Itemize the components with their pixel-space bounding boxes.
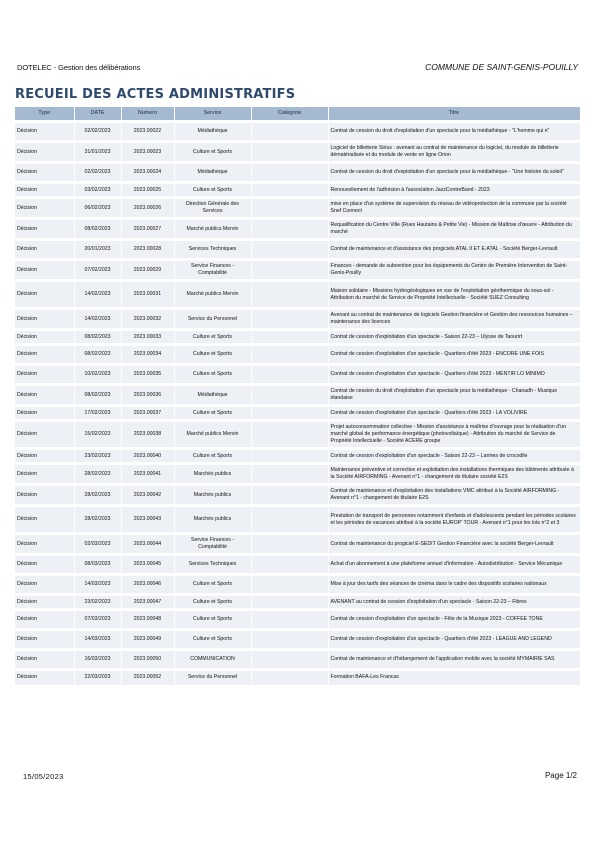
cell-type: Décision <box>15 281 74 309</box>
cell-titre: Contrat de cession d'exploitation d'un spectacle - Saison 22-23 – Larmes de crocodile <box>328 449 580 464</box>
cell-service: Culture et Sports <box>174 449 251 464</box>
cell-categorie <box>251 240 328 260</box>
table-row <box>15 575 580 595</box>
cell-categorie <box>251 219 328 240</box>
cell-type: Décision <box>15 365 74 385</box>
cell-date: 23/02/2023 <box>74 449 121 464</box>
cell-type: Décision <box>15 485 74 506</box>
cell-type: Décision <box>15 309 74 330</box>
cell-categorie <box>251 345 328 365</box>
cell-type: Décision <box>15 595 74 610</box>
cell-date: 08/02/2023 <box>74 345 121 365</box>
cell-categorie <box>251 650 328 670</box>
cell-service: Culture et Sports <box>174 365 251 385</box>
cell-titre: Contrat de cession d'exploitation d'un spectacle - Fête de la Musique 2023 - COFFEE TONE <box>328 610 580 630</box>
page-number: Page 1/2 <box>544 771 577 780</box>
table-row <box>15 365 580 385</box>
table-body <box>15 122 580 685</box>
cell-titre: AVENANT au contrat de cession d'exploitation d'un spectacle - Saison 22-23 – Fibres <box>328 595 580 610</box>
cell-service: Culture et Sports <box>174 345 251 365</box>
cell-date: 23/02/2023 <box>74 595 121 610</box>
column-header-service: Service <box>174 107 251 122</box>
table-row <box>15 122 580 142</box>
cell-numero: 2023.00035 <box>121 365 174 385</box>
cell-titre: Contrat de cession du droit d'exploitation d'un spectacle pour la médiathèque - "L'homme qui n" <box>328 122 580 142</box>
cell-numero: 2023.00033 <box>121 330 174 345</box>
table-row <box>15 534 580 555</box>
table-row <box>15 630 580 650</box>
cell-categorie <box>251 630 328 650</box>
cell-numero: 2023.00045 <box>121 555 174 575</box>
cell-date: 28/02/2023 <box>74 464 121 485</box>
column-header-titre: Titre <box>328 107 580 122</box>
cell-type: Décision <box>15 610 74 630</box>
cell-numero: 2023.00026 <box>121 198 174 219</box>
table-row <box>15 281 580 309</box>
cell-service: Marchés publics <box>174 506 251 534</box>
cell-service: Médiathèque <box>174 163 251 183</box>
cell-date: 07/02/2023 <box>74 260 121 281</box>
cell-type: Décision <box>15 534 74 555</box>
table-row <box>15 555 580 575</box>
cell-date: 08/02/2023 <box>74 330 121 345</box>
table-row <box>15 219 580 240</box>
cell-service: Direction Générale des Services <box>174 198 251 219</box>
cell-categorie <box>251 385 328 406</box>
table-row <box>15 449 580 464</box>
table-row <box>15 485 580 506</box>
cell-numero: 2023.00022 <box>121 122 174 142</box>
cell-service: Service du Personnel <box>174 670 251 685</box>
cell-type: Décision <box>15 330 74 345</box>
cell-type: Décision <box>15 240 74 260</box>
cell-titre: Contrat de cession d'exploitation d'un spectacle - Quartiers d'été 2023 - LEAGUE AND LEGEND <box>328 630 580 650</box>
cell-date: 14/03/2023 <box>74 575 121 595</box>
cell-service: Culture et Sports <box>174 630 251 650</box>
cell-date: 08/03/2023 <box>74 555 121 575</box>
cell-numero: 2023.00034 <box>121 345 174 365</box>
cell-titre: Mise à jour des tarifs des séances de cinéma dans le cadre des dispositifs scolaires nationaux <box>328 575 580 595</box>
cell-titre: Contrat de cession du droit d'exploitation d'un spectacle pour la médiathèque - "Une histoire du soleil" <box>328 163 580 183</box>
cell-type: Décision <box>15 219 74 240</box>
cell-numero: 2023.00036 <box>121 385 174 406</box>
cell-categorie <box>251 365 328 385</box>
cell-type: Décision <box>15 406 74 421</box>
table-row <box>15 464 580 485</box>
cell-categorie <box>251 406 328 421</box>
cell-service: Culture et Sports <box>174 595 251 610</box>
cell-date: 02/02/2023 <box>74 163 121 183</box>
cell-date: 28/02/2023 <box>74 506 121 534</box>
cell-categorie <box>251 198 328 219</box>
cell-service: Culture et Sports <box>174 142 251 163</box>
cell-type: Décision <box>15 650 74 670</box>
cell-type: Décision <box>15 345 74 365</box>
cell-numero: 2023.00040 <box>121 449 174 464</box>
cell-date: 07/03/2023 <box>74 610 121 630</box>
column-header-type: Type <box>15 107 74 122</box>
cell-numero: 2023.00027 <box>121 219 174 240</box>
cell-categorie <box>251 670 328 685</box>
header-app-name: DOTELEC - Gestion des délibérations <box>17 63 141 72</box>
table-row <box>15 163 580 183</box>
cell-categorie <box>251 534 328 555</box>
table-row <box>15 406 580 421</box>
table-row <box>15 670 580 685</box>
cell-titre: Contrat de maintenance du progiciel E-SEDIT Gestion Financière avec la société Berger-Levrault <box>328 534 580 555</box>
cell-type: Décision <box>15 142 74 163</box>
cell-service: Marché publics Mervin <box>174 281 251 309</box>
cell-date: 08/02/2023 <box>74 219 121 240</box>
cell-service: Marchés publics <box>174 464 251 485</box>
cell-categorie <box>251 485 328 506</box>
cell-categorie <box>251 464 328 485</box>
table-row <box>15 142 580 163</box>
cell-numero: 2023.00041 <box>121 464 174 485</box>
cell-titre: Contrat de cession d'exploitation d'un spectacle - Quartiers d'été 2023 - ENCORE UNE FOIS <box>328 345 580 365</box>
cell-categorie <box>251 183 328 198</box>
cell-categorie <box>251 595 328 610</box>
cell-date: 20/01/2023 <box>74 240 121 260</box>
table-row <box>15 309 580 330</box>
cell-numero: 2023.00031 <box>121 281 174 309</box>
cell-categorie <box>251 506 328 534</box>
cell-type: Décision <box>15 670 74 685</box>
table-row <box>15 240 580 260</box>
column-header-date: DATE <box>74 107 121 122</box>
cell-service: Culture et Sports <box>174 406 251 421</box>
column-header-categorie: Catégorie <box>251 107 328 122</box>
cell-numero: 2023.00050 <box>121 650 174 670</box>
footer-date: 15/05/2023 <box>23 772 64 781</box>
cell-numero: 2023.00043 <box>121 506 174 534</box>
cell-date: 10/02/2023 <box>74 365 121 385</box>
cell-categorie <box>251 610 328 630</box>
cell-type: Décision <box>15 198 74 219</box>
cell-categorie <box>251 309 328 330</box>
cell-date: 28/02/2023 <box>74 485 121 506</box>
cell-titre: Projet autoconsommation collective - Mission d'assistance à maîtrise d'ouvrage pour la réalisation d'un marché global de performance énergétique (photovoltaïque) - Attribution du marché de Service de Propriété Intellectuelle - Société ACERE groupe <box>328 421 580 449</box>
cell-numero: 2023.00048 <box>121 610 174 630</box>
cell-categorie <box>251 575 328 595</box>
cell-type: Décision <box>15 506 74 534</box>
page-title: RECUEIL DES ACTES ADMINISTRATIFS <box>15 87 296 102</box>
cell-numero: 2023.00038 <box>121 421 174 449</box>
acts-table <box>15 107 581 685</box>
cell-titre: Maison solidaire - Missions hydrogéologiques en vue de l'exploitation géothermique du sous-sol - Attribution du marché de Service de Propriété Intellectuelle - Société SUEZ Consulting <box>328 281 580 309</box>
cell-date: 22/03/2023 <box>74 670 121 685</box>
cell-type: Décision <box>15 630 74 650</box>
cell-categorie <box>251 122 328 142</box>
cell-type: Décision <box>15 555 74 575</box>
cell-date: 03/02/2023 <box>74 183 121 198</box>
cell-numero: 2023.00049 <box>121 630 174 650</box>
header-commune-name: COMMUNE DE SAINT-GENIS-POUILLY <box>425 62 578 72</box>
cell-type: Décision <box>15 122 74 142</box>
cell-categorie <box>251 555 328 575</box>
cell-categorie <box>251 281 328 309</box>
cell-titre: Formation BAFA-Les Francas <box>328 670 580 685</box>
cell-service: Services Techniques <box>174 555 251 575</box>
cell-service: Culture et Sports <box>174 610 251 630</box>
cell-date: 02/02/2023 <box>74 122 121 142</box>
cell-service: Service Finances - Comptabilité <box>174 534 251 555</box>
cell-service: Culture et Sports <box>174 575 251 595</box>
cell-type: Décision <box>15 575 74 595</box>
cell-titre: Contrat de cession du droit d'exploitation d'un spectacle pour la médiathèque - Chanadh - Musique irlandaise <box>328 385 580 406</box>
cell-date: 02/03/2023 <box>74 534 121 555</box>
cell-date: 16/03/2023 <box>74 650 121 670</box>
cell-numero: 2023.00024 <box>121 163 174 183</box>
cell-titre: mise en place d'un système de supervision du réseau de vidéoprotection de la commune par la société Snef Connect <box>328 198 580 219</box>
cell-service: Service du Personnel <box>174 309 251 330</box>
cell-service: Service Finances - Comptabilité <box>174 260 251 281</box>
cell-numero: 2023.00028 <box>121 240 174 260</box>
cell-type: Décision <box>15 449 74 464</box>
cell-titre: Contrat de maintenance et d'hébergement de l'application mobile avec la société MYMAIRIE SAS <box>328 650 580 670</box>
cell-numero: 2023.00052 <box>121 670 174 685</box>
cell-type: Décision <box>15 385 74 406</box>
cell-service: Médiathèque <box>174 385 251 406</box>
cell-titre: Finances - demande de subvention pour les équipements du Centre de Première Intervention de Saint-Genis-Pouilly <box>328 260 580 281</box>
cell-date: 14/02/2023 <box>74 309 121 330</box>
cell-numero: 2023.00042 <box>121 485 174 506</box>
cell-numero: 2023.00037 <box>121 406 174 421</box>
cell-numero: 2023.00029 <box>121 260 174 281</box>
cell-titre: Contrat de cession d'exploitation d'un spectacle - Quartiers d'été 2023 - LA VOLIVIRE <box>328 406 580 421</box>
cell-date: 15/02/2023 <box>74 421 121 449</box>
cell-date: 14/02/2023 <box>74 281 121 309</box>
cell-type: Décision <box>15 260 74 281</box>
cell-service: Culture et Sports <box>174 183 251 198</box>
table-row <box>15 421 580 449</box>
cell-categorie <box>251 330 328 345</box>
cell-date: 31/01/2023 <box>74 142 121 163</box>
table-row <box>15 506 580 534</box>
cell-categorie <box>251 421 328 449</box>
cell-service: Médiathèque <box>174 122 251 142</box>
cell-type: Décision <box>15 183 74 198</box>
table-row <box>15 330 580 345</box>
cell-titre: Logiciel de billetterie Sirius : avenant au contrat de maintenance du logiciel, du module de billetterie dématérialisée et du module de vente en ligne Orion <box>328 142 580 163</box>
cell-date: 08/02/2023 <box>74 385 121 406</box>
cell-date: 06/02/2023 <box>74 198 121 219</box>
table-row <box>15 385 580 406</box>
table-row <box>15 260 580 281</box>
cell-numero: 2023.00044 <box>121 534 174 555</box>
cell-titre: Maintenance préventive et corrective et exploitation des installations thermiques des bâtiments attribuée à la Société AIRFORMING - Avenant n°1 - changement de titulaire société E2S <box>328 464 580 485</box>
table-row <box>15 610 580 630</box>
cell-service: Marchés publics <box>174 485 251 506</box>
cell-titre: Contrat de maintenance et d'exploitation des installations VMC attribué à la Société AIRFORMING - Avenant n°1 - changement de titulaire E2S <box>328 485 580 506</box>
cell-service: Marché publics Mervin <box>174 219 251 240</box>
cell-titre: Prestation de transport de personnes notamment d'enfants et d'adolescents pendant les périodes scolaires et les périodes de vacances attribué à la société EUROP' TOUR - Avenant n°1 pour les lots n°2 et 3 <box>328 506 580 534</box>
cell-categorie <box>251 449 328 464</box>
cell-titre: Avenant au contrat de maintenance de logiciels Gestion financière et Gestion des ressources humaines – maintenance des licences <box>328 309 580 330</box>
table-row <box>15 345 580 365</box>
cell-categorie <box>251 142 328 163</box>
cell-numero: 2023.00046 <box>121 575 174 595</box>
table-row <box>15 198 580 219</box>
cell-titre: Achat d'un abonnement à une plateforme annuel d'information - Autodistribution - Service Mécanique <box>328 555 580 575</box>
cell-service: COMMUNICATION <box>174 650 251 670</box>
cell-service: Culture et Sports <box>174 330 251 345</box>
cell-numero: 2023.00023 <box>121 142 174 163</box>
cell-categorie <box>251 260 328 281</box>
table-row <box>15 650 580 670</box>
cell-service: Marché publics Mervin <box>174 421 251 449</box>
table-row <box>15 183 580 198</box>
table-header-row <box>15 107 580 122</box>
cell-type: Décision <box>15 163 74 183</box>
cell-service: Services Techniques <box>174 240 251 260</box>
cell-type: Décision <box>15 421 74 449</box>
cell-date: 14/03/2023 <box>74 630 121 650</box>
table-row <box>15 595 580 610</box>
cell-numero: 2023.00025 <box>121 183 174 198</box>
cell-numero: 2023.00047 <box>121 595 174 610</box>
cell-titre: Contrat de cession d'exploitation d'un spectacle - Saison 22-23 – Ulysse de Taourirt <box>328 330 580 345</box>
cell-date: 17/02/2023 <box>74 406 121 421</box>
cell-titre: Renouvellement de l'adhésion à l'association JazzContreBand - 2023 <box>328 183 580 198</box>
cell-titre: Contrat de maintenance et d'assistance des progiciels ATAL II ET E.ATAL - Société Berger-Levrault <box>328 240 580 260</box>
column-header-numero: Numero <box>121 107 174 122</box>
cell-titre: Contrat de cession d'exploitation d'un spectacle - Quartiers d'été 2023 - MENTIR LO MINIMO <box>328 365 580 385</box>
cell-titre: Requalification du Centre Ville (Rues Hautains & Petite Vie) - Mission de Maîtrise d'œuvre - Attribution du marché <box>328 219 580 240</box>
cell-categorie <box>251 163 328 183</box>
cell-type: Décision <box>15 464 74 485</box>
cell-numero: 2023.00032 <box>121 309 174 330</box>
